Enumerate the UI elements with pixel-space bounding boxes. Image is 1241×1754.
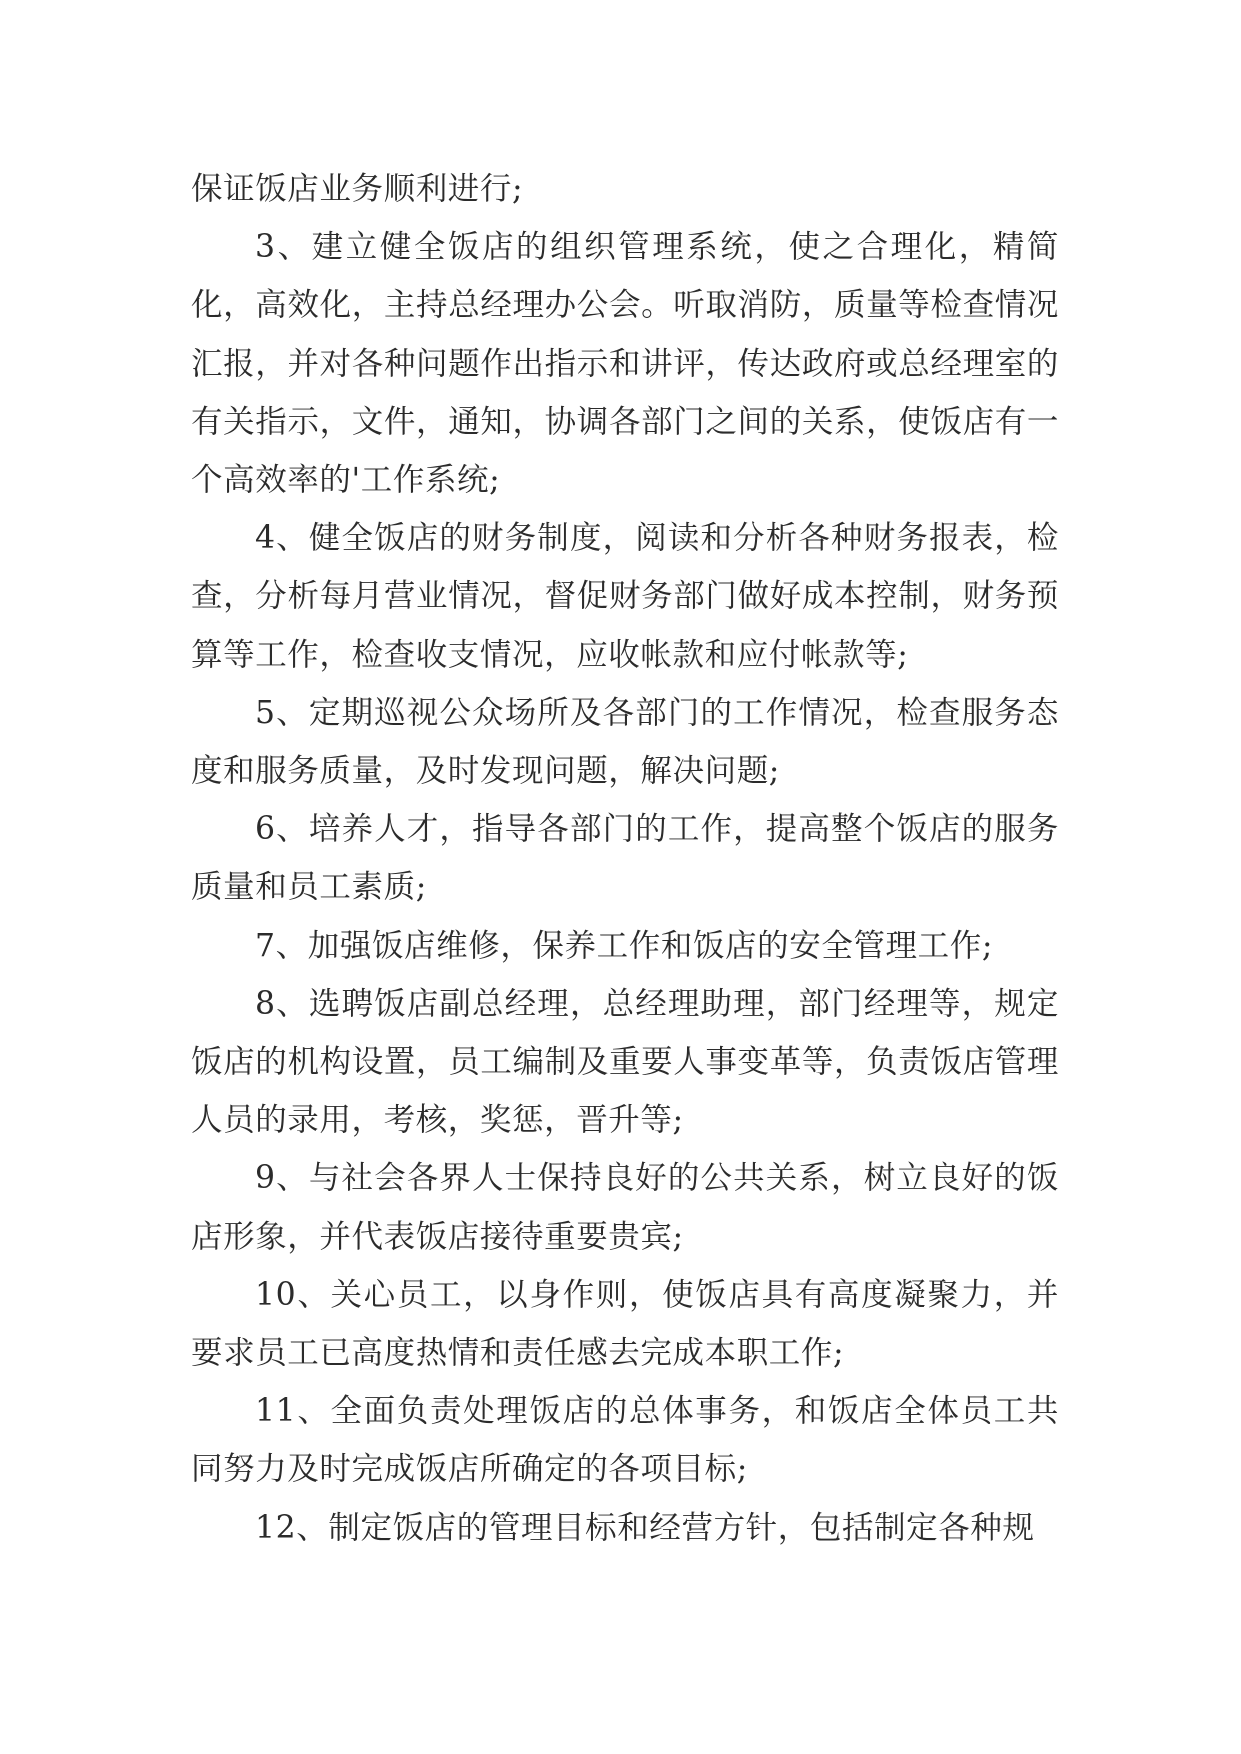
paragraph-item-7: 7、加强饭店维修，保养工作和饭店的安全管理工作; bbox=[255, 927, 994, 964]
paragraph-item-6: 6、培养人才，指导各部门的工作，提高整个饭店的服务质量和员工素质; bbox=[191, 811, 1059, 906]
paragraph-item-5: 5、定期巡视公众场所及各部门的工作情况，检查服务态度和服务质量，及时发现问题，解决问题; bbox=[191, 694, 1059, 790]
paragraph-item-9: 9、与社会各界人士保持良好的公共关系，树立良好的饭店形象，并代表饭店接待重要贵宾; bbox=[191, 1160, 1059, 1255]
paragraph-item-12: 12、制定饭店的管理目标和经营方针，包括制定各种规 bbox=[255, 1509, 1035, 1546]
paragraph-continuation: 保证饭店业务顺利进行; bbox=[191, 171, 524, 207]
document-body bbox=[191, 160, 1059, 1557]
paragraph-item-8: 8、选聘饭店副总经理，总经理助理，部门经理等，规定饭店的机构设置，员工编制及重要人事变革等，负责饭店管理人员的录用，考核，奖惩，晋升等; bbox=[191, 985, 1059, 1139]
paragraph-item-4: 4、健全饭店的财务制度，阅读和分析各种财务报表，检查，分析每月营业情况，督促财务部门做好成本控制，财务预算等工作，检查收支情况，应收帐款和应付帐款等; bbox=[191, 520, 1059, 673]
paragraph-item-11: 11、全面负责处理饭店的总体事务，和饭店全体员工共同努力及时完成饭店所确定的各项目标; bbox=[191, 1393, 1059, 1488]
paragraph-item-10: 10、关心员工，以身作则，使饭店具有高度凝聚力，并要求员工已高度热情和责任感去完成本职工作; bbox=[191, 1276, 1059, 1372]
paragraph-item-3: 3、建立健全饭店的组织管理系统，使之合理化，精简化，高效化，主持总经理办公会。听取消防，质量等检查情况汇报，并对各种问题作出指示和讲评，传达政府或总经理室的有关指示，文件，通知，协调各部门之间的关系，使饭店有一个高效率的'工作系统; bbox=[191, 229, 1059, 499]
